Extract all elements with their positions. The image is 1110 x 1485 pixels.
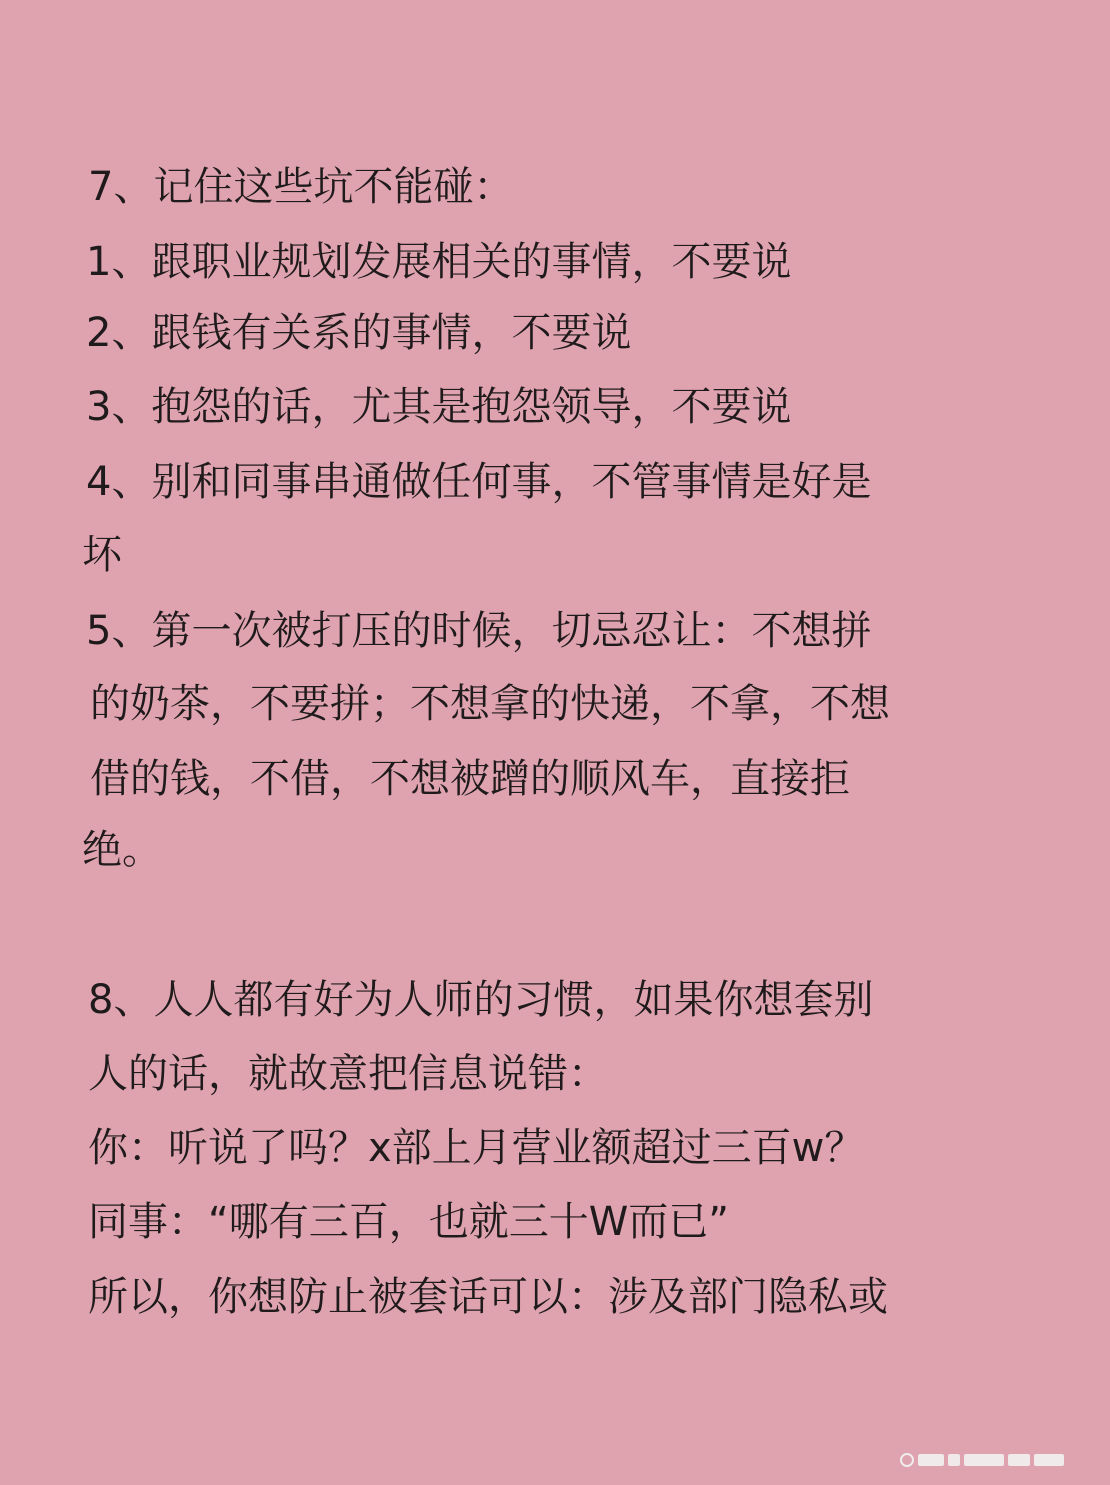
text-line: 所以，你想防止被套话可以：涉及部门隐私或 bbox=[88, 1274, 888, 1320]
text-line: 绝。 bbox=[82, 827, 162, 873]
text-line: 坏 bbox=[82, 532, 122, 578]
watermark-bar bbox=[948, 1454, 960, 1466]
text-line: 7、记住这些坑不能碰： bbox=[88, 164, 514, 210]
watermark-bar bbox=[1034, 1454, 1064, 1466]
text-line: 1、跟职业规划发展相关的事情，不要说 bbox=[86, 239, 792, 285]
text-line: 8、人人都有好为人师的习惯，如果你想套别 bbox=[88, 977, 874, 1023]
text-line: 3、抱怨的话，尤其是抱怨领导，不要说 bbox=[86, 384, 792, 430]
text-line: 借的钱，不借，不想被蹭的顺风车，直接拒 bbox=[90, 756, 850, 802]
watermark-bar bbox=[1008, 1454, 1030, 1466]
weibo-watermark-icon bbox=[900, 1451, 1090, 1469]
watermark-circle-icon bbox=[900, 1453, 914, 1467]
text-line: 4、别和同事串通做任何事，不管事情是好是 bbox=[86, 459, 872, 505]
text-line: 2、跟钱有关系的事情，不要说 bbox=[86, 310, 632, 356]
text-line: 人的话，就故意把信息说错： bbox=[88, 1051, 608, 1097]
text-line: 5、第一次被打压的时候，切忌忍让：不想拼 bbox=[86, 608, 872, 654]
text-line: 的奶茶，不要拼；不想拿的快递，不拿，不想 bbox=[90, 681, 890, 727]
watermark-bar bbox=[918, 1454, 944, 1466]
text-line: 你：听说了吗？x部上月营业额超过三百w？ bbox=[88, 1125, 865, 1171]
watermark-bar bbox=[964, 1454, 1004, 1466]
text-line: 同事：“哪有三百，也就三十W而已” bbox=[88, 1199, 729, 1245]
